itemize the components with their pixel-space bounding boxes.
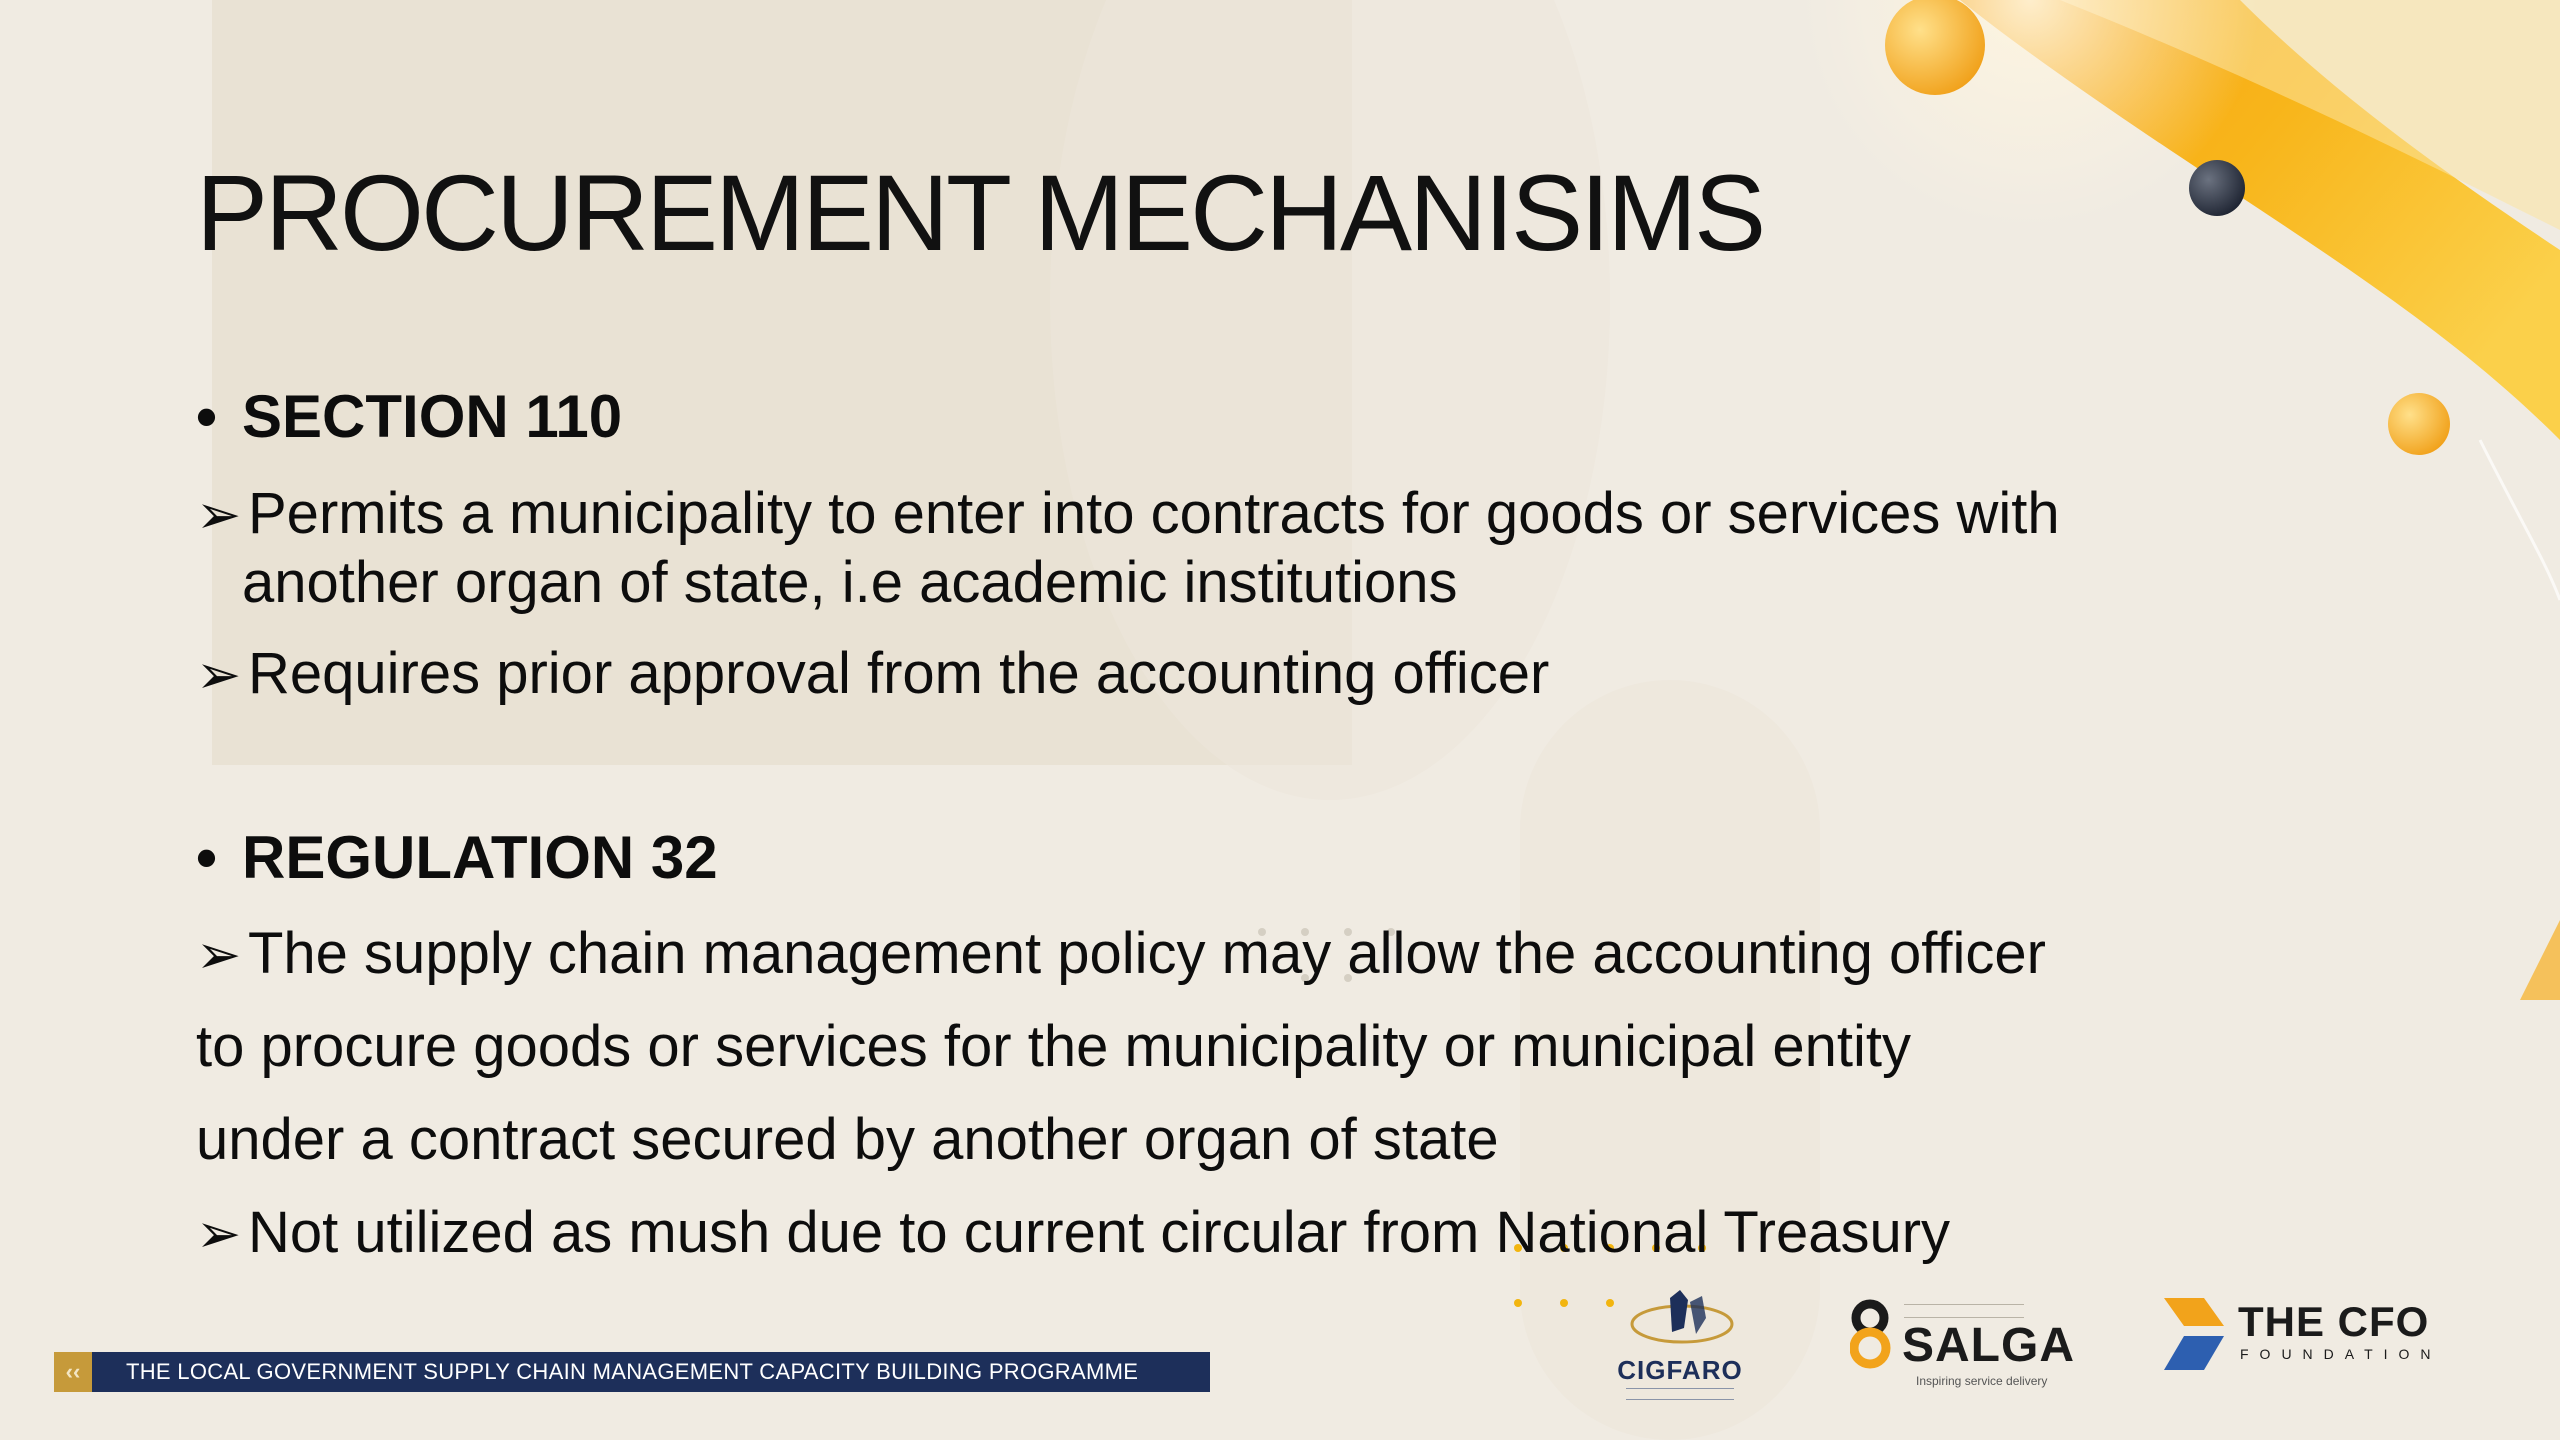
slide-title: PROCUREMENT MECHANISIMS	[196, 152, 1764, 273]
heading-text: SECTION 110	[242, 383, 623, 450]
regulation-32-item-2	[196, 1199, 1950, 1268]
salga-emblem-icon	[1850, 1296, 1894, 1376]
bullet: •	[196, 824, 218, 891]
regulation-32-item-1-line-3: under a contract secured by another organ of state	[196, 1107, 1499, 1172]
item-line: Permits a municipality to enter into contracts for goods or services with	[248, 481, 2060, 546]
salga-name: SALGA	[1902, 1319, 2075, 1372]
heading-text: REGULATION 32	[242, 824, 718, 891]
regulation-32-heading	[196, 824, 718, 891]
cigfaro-logo	[1610, 1288, 1750, 1394]
cfo-subtitle: FOUNDATION	[2240, 1346, 2442, 1362]
chevron-left-icon: ‹‹	[54, 1352, 92, 1392]
salga-logo	[1850, 1296, 2075, 1392]
arrow-icon: ➢	[196, 485, 242, 545]
cfo-foundation-logo	[2160, 1296, 2450, 1376]
footer-programme-text: THE LOCAL GOVERNMENT SUPPLY CHAIN MANAGEMENT CAPACITY BUILDING PROGRAMME	[126, 1359, 1139, 1384]
arrow-icon: ➢	[196, 925, 242, 985]
cfo-emblem-icon	[2160, 1296, 2228, 1374]
section-110-item-1	[196, 480, 2060, 616]
footer-programme-band	[54, 1352, 1210, 1392]
regulation-32-item-1-line-2: to procure goods or services for the municipality or municipal entity	[196, 1014, 1911, 1079]
item-line: Not utilized as mush due to current circular from National Treasury	[248, 1200, 1951, 1265]
bullet: •	[196, 383, 218, 450]
regulation-32-item-1	[196, 920, 2046, 989]
item-line: Requires prior approval from the accounting officer	[248, 641, 1550, 706]
item-line: another organ of state, i.e academic institutions	[242, 550, 1458, 615]
arrow-icon: ➢	[196, 1204, 242, 1264]
section-110-heading	[196, 383, 622, 450]
section-110-item-2	[196, 640, 1549, 709]
item-line: The supply chain management policy may allow the accounting officer	[248, 921, 2046, 986]
cigfaro-emblem-icon	[1610, 1288, 1750, 1350]
salga-tagline: Inspiring service delivery	[1916, 1374, 2048, 1388]
cfo-name: THE CFO	[2238, 1298, 2430, 1345]
salga-small-text	[1904, 1304, 2024, 1318]
cigfaro-subtitle-lines	[1626, 1388, 1734, 1400]
cigfaro-name: CIGFARO	[1617, 1355, 1743, 1385]
arrow-icon: ➢	[196, 645, 242, 705]
